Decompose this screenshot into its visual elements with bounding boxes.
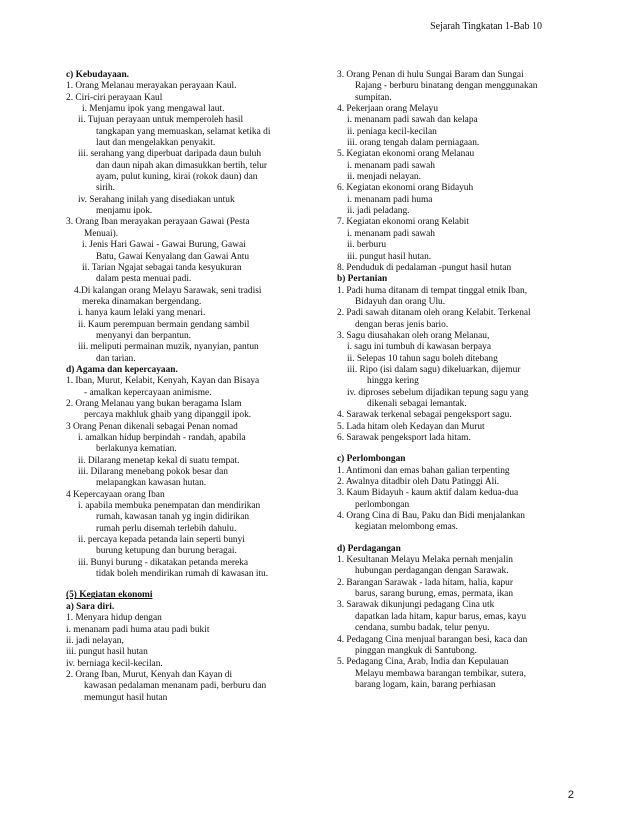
text-line: - amalkan kepercayaan animisme. [84, 387, 212, 398]
text-line: sumpitan. [355, 92, 392, 103]
text-line: hubungan perdagangan dengan Sarawak. [355, 566, 509, 577]
paragraph-spacer [66, 580, 310, 590]
page-header: Sejarah Tingkatan 1-Bab 10 [430, 21, 542, 32]
text-line: 1. Padi huma ditanam di tempat tinggal etnik Iban, [337, 285, 528, 296]
text-line: ii. jadi peladang. [347, 206, 410, 217]
text-line: iii. orang tengah dalam perniagaan. [347, 138, 480, 149]
text-line: percaya makhluk ghaib yang dipanggil ipok. [84, 410, 252, 421]
text-line: 2. Orang Melanau yang bukan beragama Islam [66, 398, 242, 409]
text-line: iii. pungut hasil hutan. [347, 251, 432, 262]
text-line: barang logam, kain, barang perhiasan [355, 679, 496, 690]
text-line: iii. Ripo (isi dalam sagu) dikeluarkan, dijemur [347, 364, 521, 375]
text-line: ii. peniaga kecil-kecilan [347, 126, 437, 137]
text-line: iii. pungut hasil hutan [66, 647, 148, 658]
text-line: 1. Orang Melanau merayakan perayaan Kaul. [66, 81, 237, 92]
text-line: dalam pesta menuai padi. [96, 274, 192, 285]
right-column [337, 70, 582, 691]
text-line: i. Menjamu ipok yang mengawal laut. [82, 104, 225, 115]
text-line: dan tarian. [96, 353, 136, 364]
text-line: menyanyi dan berpantun. [96, 330, 192, 341]
text-line: i. menanam padi sawah [347, 228, 435, 239]
text-line: 5. Lada hitam oleh Kedayan dan Murut [337, 421, 485, 432]
text-line: i. amalkan hidup berpindah - randah, apabila [78, 433, 246, 443]
text-line: 5. Pedagang Cina, Arab, India dan Kepulauan [337, 657, 509, 668]
text-line: i. Jenis Hari Gawai - Gawai Burung, Gawai [82, 240, 246, 251]
text-line: rumah, kawasan tanah yg ingin didirikan [96, 512, 250, 523]
text-line: melapangkan kawasan hutan. [96, 478, 207, 489]
text-line: 2. Orang Iban, Murut, Kenyah dan Kayan di [66, 669, 233, 680]
section-heading: b) Pertanian [337, 274, 388, 285]
text-line: i. menanam padi sawah dan kelapa [347, 115, 478, 126]
text-line: hingga kering [367, 376, 419, 387]
text-line: ii. Kaum perempuan bermain gendang sambil [78, 319, 250, 330]
text-line: iv. Serahang inilah yang disediakan untuk [78, 194, 235, 205]
text-line: 3. Sarawak dikunjungi pedagang Cina utk [337, 600, 495, 611]
text-line: menjamu ipok. [96, 206, 153, 217]
text-line: 4. Orang Cina di Bau, Paku dan Bidi menjalankan [337, 511, 525, 522]
text-line: Menuai). [84, 228, 119, 239]
text-line: ii. jadi nelayan, [66, 635, 124, 646]
text-line: 3. Kaum Bidayuh - kaum aktif dalam kedua-dua [337, 488, 519, 499]
text-line: 3. Orang Penan di hulu Sungai Baram dan Sungai [337, 70, 524, 80]
text-line: 7. Kegiatan ekonomi orang Kelabit [337, 217, 469, 228]
text-line: sirih. [96, 183, 116, 194]
text-line: ii. menjadi nelayan. [347, 172, 421, 183]
text-line: 6. Kegiatan ekonomi orang Bidayuh [337, 183, 474, 194]
text-line: ii. berburu [347, 240, 387, 251]
text-line: dikenali sebagai lemantak. [367, 398, 467, 409]
text-line: barus, sarang burung, emas, permata, ikan [355, 589, 514, 600]
text-line: ii. Tarian Ngajat sebagai tanda kesyukuran [82, 262, 242, 273]
text-line: iii. Bunyi burung - dikatakan petanda mereka [78, 557, 248, 568]
text-line: perlombongan [355, 499, 410, 510]
text-line: iii. Dilarang menebang pokok besar dan [78, 467, 228, 478]
text-line: 4. Sarawak terkenal sebagai pengeksport sagu. [337, 410, 512, 421]
text-line: 1. Menyara hidup dengan [66, 613, 162, 624]
text-line: iii. meliputi permainan muzik, nyanyian, pantun [78, 342, 259, 353]
text-line: 5. Kegiatan ekonomi orang Melanau [337, 149, 475, 160]
text-line: i. hanya kaum lelaki yang menari. [78, 308, 206, 319]
text-line: ii. Selepas 10 tahun sagu boleh ditebang [347, 353, 498, 364]
section-heading: c) Kebudayaan. [66, 70, 130, 80]
text-line: ii. Dilarang menetap kekal di suatu tempat. [78, 455, 240, 466]
text-line: ii. percaya kepada petanda lain seperti bunyi [78, 535, 245, 546]
text-line: Melayu membawa barangan tembikar, sutera, [355, 668, 526, 679]
page-number: 2 [567, 789, 574, 801]
paragraph-spacer [337, 444, 582, 454]
text-line: laut dan mengelakkan penyakit. [96, 138, 216, 149]
text-line: mereka dinamakan bergendang. [82, 296, 202, 307]
text-line: ayam, pulut kuning, kirai (rokok daun) dan [96, 172, 258, 183]
text-line: 3. Orang Iban merayakan perayaan Gawai (Pesta [66, 217, 250, 228]
text-line: 6. Sarawak pengeksport lada hitam. [337, 433, 471, 443]
text-line: kawasan pedalaman menanam padi, berburu dan [84, 681, 267, 692]
text-line: 8. Penduduk di pedalaman -pungut hasil hutan [337, 262, 512, 273]
section-heading: (5) Kegiatan ekonomi [66, 590, 153, 601]
section-heading: d) Agama dan kepercayaan. [66, 364, 178, 375]
text-line: Rajang - berburu binatang dengan menggunakan [355, 81, 538, 92]
left-column [66, 70, 310, 704]
text-line: ii. Tujuan perayaan untuk memperoleh hasil [78, 115, 244, 126]
text-line: i. menanam padi huma atau padi bukit [66, 624, 210, 635]
text-line: dapatkan lada hitam, kapur barus, emas, kayu [355, 611, 527, 622]
section-heading: d) Perdagangan [337, 543, 401, 554]
text-line: 1. Iban, Murut, Kelabit, Kenyah, Kayan dan Bisaya [66, 376, 260, 387]
text-line: tangkapan yang memuaskan, selamat ketika di [96, 126, 271, 137]
section-heading: a) Sara diri. [66, 601, 115, 612]
text-line: pinggan mangkuk di Santubong. [355, 645, 477, 656]
text-line: 4. Pekerjaan orang Melayu [337, 104, 439, 115]
text-line: 3 Orang Penan dikenali sebagai Penan nomad [66, 421, 238, 432]
text-line: rumah perlu disemah terlebih dahulu. [96, 523, 237, 534]
text-line: 1. Antimoni dan emas bahan galian terpenting [337, 465, 510, 476]
text-line: 3. Sagu diusahakan oleh orang Melanau, [337, 330, 490, 341]
section-heading: c) Perlombongan [337, 454, 406, 465]
text-line: 2. Ciri-ciri perayaan Kaul [66, 92, 163, 103]
text-line: 2. Barangan Sarawak - lada hitam, halia, kapur [337, 577, 513, 588]
text-line: iv. diproses sebelum dijadikan tepung sagu yang [347, 387, 529, 398]
text-line: 4 Kepercayaan orang Iban [66, 489, 165, 500]
text-line: 4. Pedagang Cina menjual barangan besi, kaca dan [337, 634, 528, 645]
text-line: Bidayuh dan orang Ulu. [355, 296, 446, 307]
paragraph-spacer [337, 534, 582, 544]
text-line: 2. Padi sawah ditanam oleh orang Kelabit. Terkenal [337, 308, 531, 319]
text-line: cendana, sumbu badak, telur penyu. [355, 623, 490, 634]
text-line: i. menanam padi sawah [347, 160, 435, 171]
text-line: i. apabila membuka penempatan dan mendirikan [78, 501, 261, 512]
text-line: i. sagu ini tumbuh di kawasan berpaya [347, 342, 491, 353]
text-line: kegiatan melombong emas. [355, 522, 458, 533]
text-line: berlakunya kematian. [96, 444, 177, 455]
text-line: iv. berniaga kecil-kecilan. [66, 658, 163, 669]
text-line: 4.Di kalangan orang Melayu Sarawak, seni tradisi [74, 285, 262, 296]
text-line: burung ketupung dan burung beragai. [96, 546, 237, 557]
text-line: Batu, Gawai Kenyalang dan Gawai Antu [96, 251, 250, 262]
text-line: tidak boleh mendirikan rumah di kawasan itu. [96, 569, 269, 580]
text-line: memungut hasil hutan [84, 692, 168, 703]
text-line: dan daun nipah akan dimasukkan bertih, telur [96, 160, 268, 171]
text-line: i. menanam padi huma [347, 194, 433, 205]
text-line: 2. Awalnya ditadbir oleh Datu Patinggi Ali. [337, 477, 500, 488]
text-line: 1. Kesultanan Melayu Melaka pernah menjalin [337, 555, 513, 566]
text-line: iii. serahang yang diperbuat daripada daun buluh [78, 149, 262, 160]
text-line: dengan beras jenis bario. [355, 319, 449, 330]
